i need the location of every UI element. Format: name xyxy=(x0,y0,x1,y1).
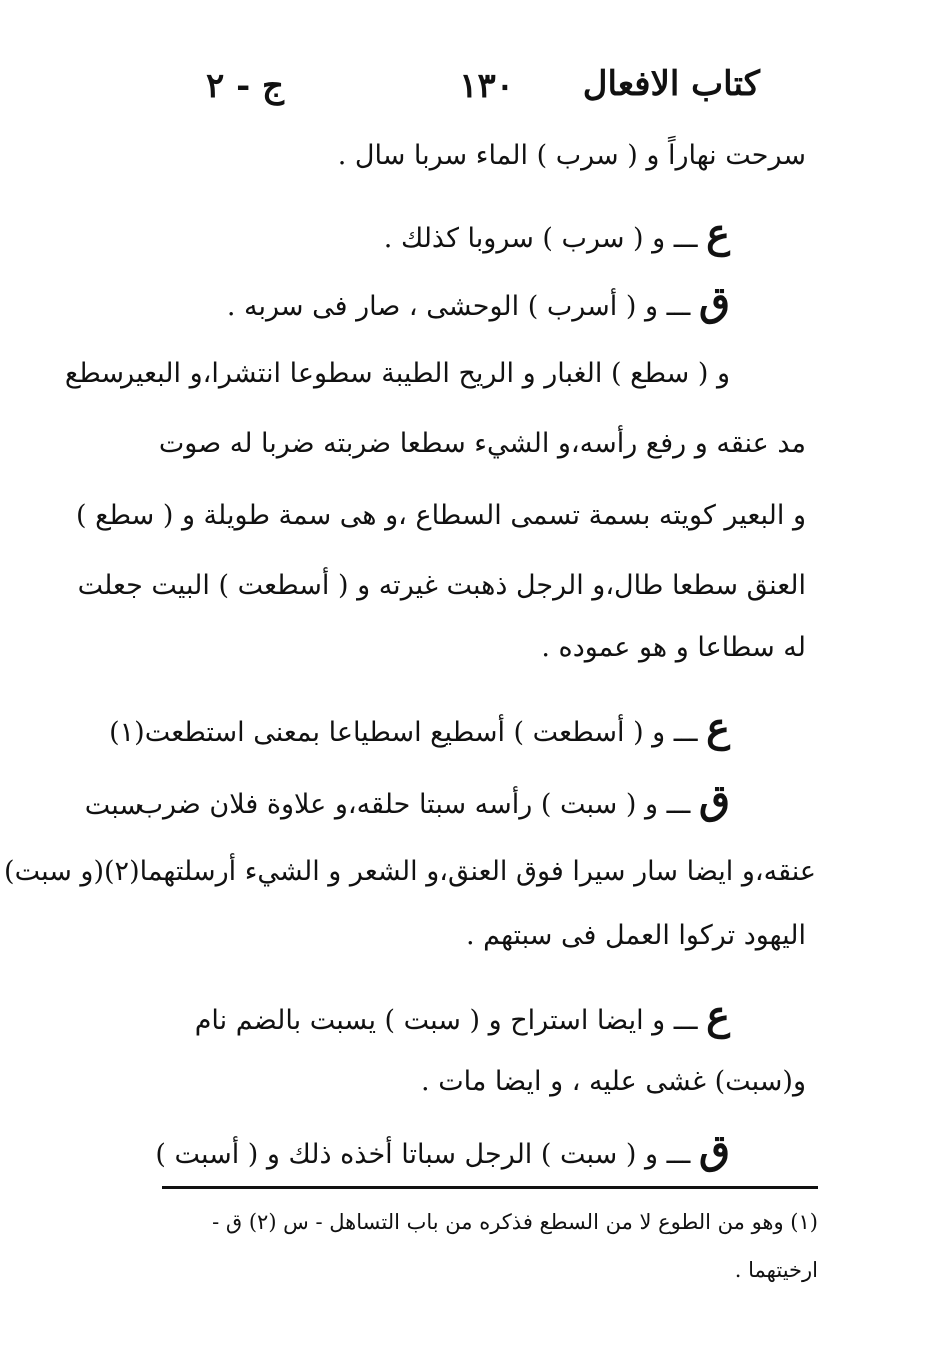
line-text: ـــ و ( أسرب ) الوحشى ، صار فى سربه . xyxy=(226,291,691,322)
margin-headword: سبت xyxy=(84,790,142,821)
line-lead-letter: ع xyxy=(706,992,730,1039)
text-line xyxy=(541,632,806,663)
line-text: ـــ و ( سبت ) الرجل سباتا أخذه ذلك و ( أسبت ) xyxy=(155,1139,691,1170)
text-line xyxy=(338,140,806,171)
footnote-line: ارخيتهما . xyxy=(734,1258,818,1282)
line-lead-letter: ق xyxy=(698,1126,730,1173)
line-text: ـــ و ( سرب ) سروبا كذلك . xyxy=(383,223,698,254)
footnote-line: (١) وهو من الطوع لا من السطع فذكره من باب التساهل - س (٢) ق - xyxy=(212,1210,818,1234)
text-line xyxy=(421,1066,806,1097)
book-title: كتاب الافعال xyxy=(582,64,760,104)
line-text: ـــ و ايضا استراح و ( سبت ) يسبت بالضم نام xyxy=(194,1005,698,1036)
line-lead-letter: ع xyxy=(706,210,730,257)
text-line xyxy=(138,776,730,823)
text-line xyxy=(384,210,730,257)
text-line xyxy=(78,570,806,601)
volume-number: ج - ٢ xyxy=(206,66,284,106)
text-line xyxy=(155,1126,730,1173)
line-text: اليهود تركوا العمل فى سبتهم . xyxy=(465,920,806,951)
footnote-divider xyxy=(162,1186,818,1189)
text-line xyxy=(159,428,806,459)
line-lead-letter: ق xyxy=(698,776,730,823)
text-line xyxy=(76,500,806,531)
line-text: له سطاعا و هو عموده . xyxy=(541,632,806,663)
text-line xyxy=(466,920,806,951)
text-line xyxy=(121,358,730,389)
text-line xyxy=(4,856,816,887)
margin-headword: سطع xyxy=(64,358,124,389)
line-text: و(سبت) غشى عليه ، و ايضا مات . xyxy=(421,1066,806,1097)
line-text: و ( سطع ) الغبار و الريح الطيبة سطوعا انتشرا،و البعير xyxy=(121,358,730,389)
line-lead-letter: ق xyxy=(698,278,730,325)
line-text: ـــ و ( سبت ) رأسه سبتا حلقه،و علاوة فلان ضرب xyxy=(137,789,691,820)
text-line xyxy=(227,278,730,325)
line-text: مد عنقه و رفع رأسه،و الشيء سطعا ضربته ضربا له صوت xyxy=(158,428,806,459)
text-line xyxy=(109,704,730,751)
line-text: ـــ و ( أسطعت ) أسطيع اسطياعا بمعنى استطعت(١) xyxy=(109,717,698,748)
line-text: العنق سطعا طال،و الرجل ذهبت غيرته و ( أسطعت ) البيت جعلت xyxy=(77,570,806,601)
line-text: و البعير كويته بسمة تسمى السطاع ،و هى سمة طويلة و ( سطع ) xyxy=(75,500,806,531)
text-line xyxy=(195,992,730,1039)
page-number: ١٣٠ xyxy=(459,66,514,106)
line-text: عنقه،و ايضا سار سيرا فوق العنق،و الشعر و الشيء أرسلتهما(٢)(و سبت) xyxy=(4,856,816,887)
line-text: سرحت نهاراً و ( سرب ) الماء سربا سال . xyxy=(337,140,806,171)
line-lead-letter: ع xyxy=(706,704,730,751)
